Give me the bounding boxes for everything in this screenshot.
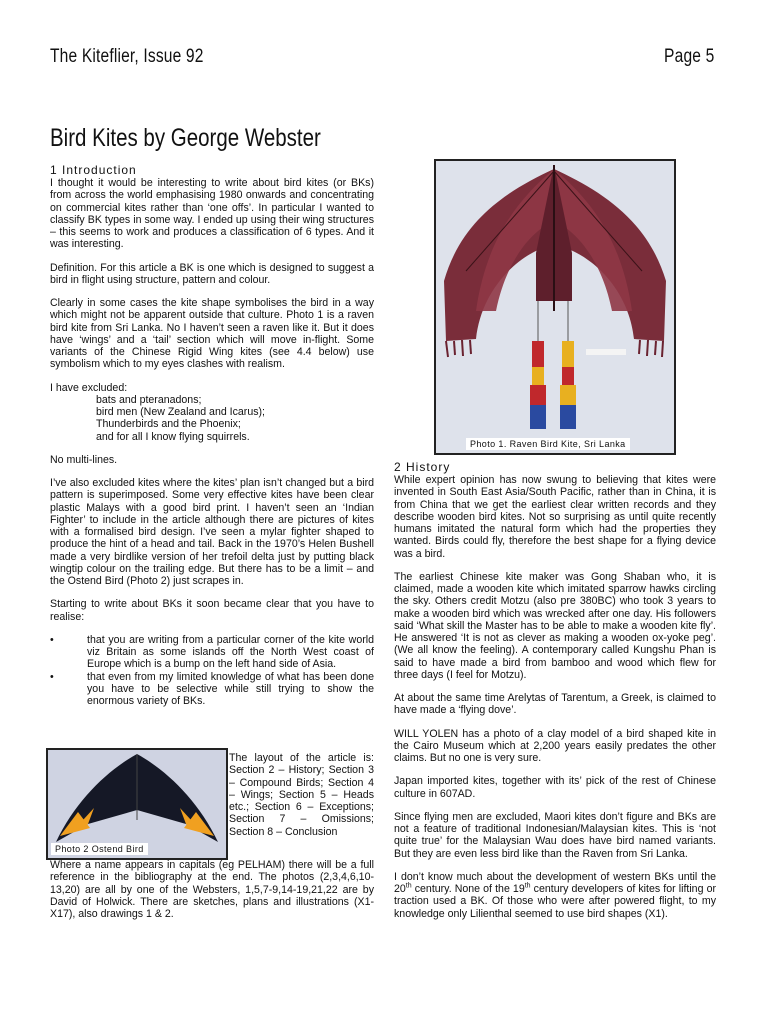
article-layout-paragraph: The layout of the article is: Section 2 – History; Section 3 – Compound Birds; Section 4 – Wings; Section 5 – Heads etc.; Section 6 – Exceptions; Section 7 – Omissions; Section 8 – Conclusion bbox=[229, 752, 374, 838]
excluded-list bbox=[50, 394, 374, 443]
paragraph: At about the same time Arelytas of Tarentum, a Greek, is claimed to have made a ‘flying dove’. bbox=[394, 692, 716, 717]
text-run: century. None of the 19 bbox=[411, 883, 525, 895]
paragraph: The earliest Chinese kite maker was Gong Shaban who, it is claimed, made a wooden kite which imitated sparrow hawks circling the sky. Others credit Motzu (also pre 380BC) who took 3 years to make a wooden bird which was wrecked after one day. His followers said ‘What skill the Master has to be able to make a wooden kite fly’. He answered ‘It is not as clever as making a wooden ox-yoke peg’. (We all know the feeling). A contemporary called Kungshu Phan is said to have made a bird from bamboo and wood which flew for three days (I feel for Motzu). bbox=[394, 570, 716, 681]
paragraph: No multi-lines. bbox=[50, 453, 118, 466]
photo-ostend-bird bbox=[46, 748, 228, 860]
ostend-bird-image bbox=[48, 750, 226, 858]
superscript: th bbox=[524, 882, 531, 890]
paragraph: Starting to write about BKs it soon became clear that you have to realise: bbox=[50, 598, 374, 623]
paragraph: Since flying men are excluded, Maori kites don’t figure and BKs are not a feature of traditional Indonesian/Malaysian kites. This is ‘not quite true’ for the Malaysian Wau does have bird named variants. But they are even less bird like than the Raven from Sri Lanka. bbox=[394, 810, 716, 860]
excluded-item: bird men (New Zealand and Icarus); bbox=[96, 406, 265, 418]
paragraph: Definition. For this article a BK is one which is designed to suggest a bird in flight using structure, pattern and colour. bbox=[50, 261, 374, 286]
excluded-item: bats and pteranadons; bbox=[96, 393, 202, 406]
bullet-text: that even from my limited knowledge of what has been done you have to be selective while still trying to show the enormous variety of BKs. bbox=[87, 670, 374, 707]
bullet-item bbox=[50, 634, 374, 671]
article-title: Bird Kites by George Webster bbox=[50, 124, 321, 152]
left-column bbox=[50, 163, 374, 718]
excluded-item: and for all I know flying squirrels. bbox=[96, 430, 250, 443]
bullet-glyph: • bbox=[50, 670, 54, 683]
superscript: th bbox=[405, 882, 412, 890]
paragraph: Clearly in some cases the kite shape symbolises the bird in a way which might not be apparent outside that culture. Photo 1 is a raven bird kite from Sri Lanka. No I haven’t seen a raven like it. But it does have ‘wings’ and a ‘tail’ section which will move in-flight. Some variants of the Chinese Rigid Wing kites (see 4.4 below) use symbolism which to my eyes clashes with realism. bbox=[50, 297, 374, 371]
section-heading-introduction: 1 Introduction bbox=[50, 163, 137, 177]
bullet-item bbox=[50, 671, 374, 708]
closing-paragraph: Where a name appears in capitals (eg PELHAM) there will be a full reference in the bibliography at the end. The photos (2,3,4,6,10-13,20) are all by one of the Websters, 1,5,7-9,14-19,21,22 are by David of Holwick. There are sketches, plans and illustrations (X1-X17), also drawings 1 & 2. bbox=[50, 859, 374, 920]
paragraph: WILL YOLEN has a photo of a clay model of a bird shaped kite in the Cairo Museum which at 2,200 years easily predates the other claims. But no one is very sure. bbox=[394, 727, 716, 764]
photo-raven-bird-kite bbox=[434, 159, 676, 455]
photo2-caption: Photo 2 Ostend Bird bbox=[51, 843, 148, 855]
header-left: The Kiteflier, Issue 92 bbox=[50, 46, 204, 67]
excluded-intro: I have excluded: bbox=[50, 381, 128, 394]
bullet-text: that you are writing from a particular corner of the kite world viz Britain as some islands off the North West coast of Europe which is a bump on the left hand side of Asia. bbox=[87, 633, 374, 671]
page-number: Page 5 bbox=[663, 46, 714, 67]
excluded-item: Thunderbirds and the Phoenix; bbox=[96, 418, 241, 431]
paragraph: I’ve also excluded kites where the kites’ plan isn’t changed but a bird pattern is superimposed. Some very effective kites have been clear plastic Malays with a good bird print. I haven’t seen an ‘Indian Fighter’ to include in the article although there are pictures of kites with a formalised bird design. I’ve seen a mylar fighter shaped to produce the hint of a head and tail. Back in the 1970’s Helen Bushell made a very birdlike version of her trefoil delta just by putting black wingtip colour on the trailing edge. But there has to be a limit – and the Ostend Bird (Photo 2) just scrapes in. bbox=[50, 477, 374, 587]
text-run: I don’t know much about the development of western BKs until the 20 bbox=[394, 870, 716, 895]
bullet-glyph: • bbox=[50, 633, 54, 646]
paragraph: While expert opinion has now swung to believing that kites were invented in South East Asia/South Pacific, rather than in China, it is from China that we get the earliest clear written records and they describe wooden bird kites. Not so surprising as until quite recently humans imitated the natural form which had the properties they wanted. Birds could fly, therefore the best shape for a flying device was a bird. bbox=[394, 474, 716, 560]
section-heading-history: 2 History bbox=[394, 460, 451, 474]
bullet-list bbox=[50, 634, 374, 708]
photo1-caption: Photo 1. Raven Bird Kite, Sri Lanka bbox=[466, 438, 630, 450]
paragraph bbox=[394, 871, 716, 920]
text-run: century developers of kites for lifting or traction used a BK. Of those who were after powered flight, to my knowledge only Lilienthal seemed to use bird shapes (X1). bbox=[394, 883, 716, 920]
paragraph: Japan imported kites, together with its’ pick of the rest of Chinese culture in 607AD. bbox=[394, 775, 716, 800]
right-column bbox=[394, 460, 716, 931]
raven-kite-image bbox=[436, 161, 674, 453]
paragraph: I thought it would be interesting to write about bird kites (or BKs) from across the world emphasising 1980 onwards and concentrating on commercial kites rather than ‘one offs’. In particular I wanted to classify BK types in some way. I ended up using their wing structures – this seems to work and produces a classification of 6 types. And it was interesting. bbox=[50, 177, 374, 251]
